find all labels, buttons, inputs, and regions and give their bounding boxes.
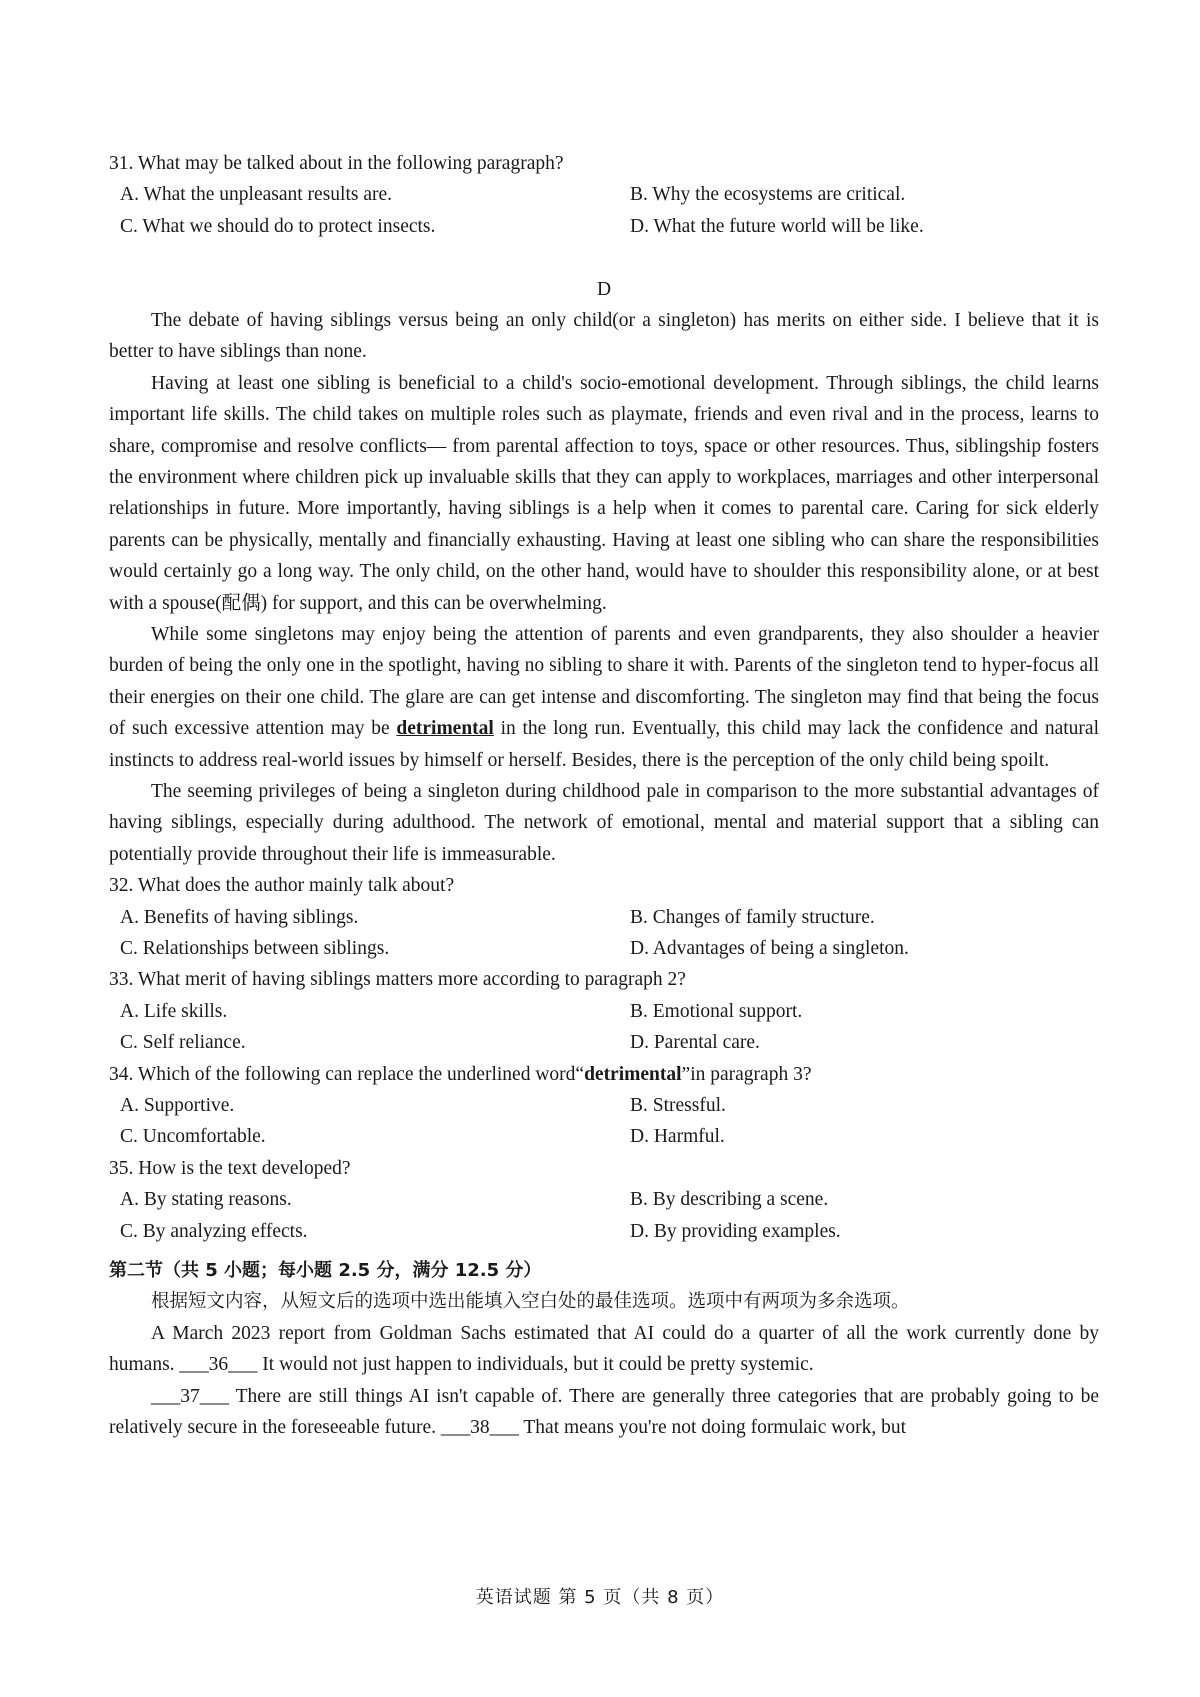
q31-option-a[interactable]: A. What the unpleasant results are. [120,184,393,206]
blank-37[interactable]: ___37___ [151,1385,229,1407]
question-34-options-row-1 [109,1090,1099,1121]
question-32-options-row-1 [109,902,1099,933]
q32-option-b[interactable]: B. Changes of family structure. [630,906,875,928]
s2p2-text-mid: There are still things AI isn't capable of. There are generally three categories that are probably going to be relatively secure in the foreseeable future. [109,1385,1099,1438]
question-33-stem: 33. What merit of having siblings matters more according to paragraph 2? [109,969,686,991]
question-31-options-row-2 [109,211,1099,242]
question-32-options-row-2 [109,933,1099,964]
q34-stem-after: ”in paragraph 3? [681,1063,812,1085]
passage-d-heading: D [596,278,612,300]
s2p1-text-after: It would not just happen to individuals, but it could be pretty systemic. [257,1354,814,1376]
section-2-heading: 第二节（共 5 小题；每小题 2.5 分，满分 12.5 分） [109,1259,542,1281]
passage-d-paragraph-3 [109,619,1099,776]
underlined-word-detrimental: detrimental [396,718,494,740]
q34-stem-word: detrimental [584,1063,682,1085]
q31-option-d[interactable]: D. What the future world will be like. [630,215,924,237]
q34-option-d[interactable]: D. Harmful. [630,1126,725,1148]
page-footer: 英语试题 第 5 页（共 8 页） [475,1587,725,1608]
q33-option-d[interactable]: D. Parental care. [630,1032,760,1054]
spacer [109,242,1099,273]
question-31-stem: 31. What may be talked about in the following paragraph? [109,153,564,174]
q35-option-a[interactable]: A. By stating reasons. [120,1189,292,1211]
q34-option-b[interactable]: B. Stressful. [630,1095,726,1116]
q34-option-a[interactable]: A. Supportive. [120,1095,235,1116]
q31-option-b[interactable]: B. Why the ecosystems are critical. [630,184,906,206]
q35-option-c[interactable]: C. By analyzing effects. [120,1220,308,1242]
question-33-options-row-1 [109,996,1099,1027]
q32-option-c[interactable]: C. Relationships between siblings. [120,938,390,960]
q33-option-c[interactable]: C. Self reliance. [120,1032,246,1054]
blank-38[interactable]: ___38___ [440,1416,519,1438]
q33-option-b[interactable]: B. Emotional support. [630,1000,803,1022]
q34-option-c[interactable]: C. Uncomfortable. [120,1126,266,1148]
blank-36[interactable]: ___36___ [179,1354,258,1376]
question-35-options-row-1 [109,1184,1099,1215]
question-32-stem: 32. What does the author mainly talk about? [109,875,455,897]
q32-option-a[interactable]: A. Benefits of having siblings. [120,906,359,928]
q32-option-d[interactable]: D. Advantages of being a singleton. [630,938,909,960]
section-2-paragraph-1 [109,1318,1099,1381]
section-2-instruction: 根据短文内容，从短文后的选项中选出能填入空白处的最佳选项。选项中有两项为多余选项。 [151,1291,910,1313]
question-34-options-row-2 [109,1121,1099,1152]
s2p2-text-after: That means you're not doing formulaic work, but [518,1416,906,1438]
p3-text-after: in the long run. Eventually, this child may lack the confidence and natural instincts to address real-world issues by himself or herself. Besides, there is the perception of the only child being spoilt. [109,718,1099,771]
passage-d-paragraph-1: The debate of having siblings versus being an only child(or a singleton) has merits on either side. I believe that it is better to have siblings than none. [109,309,1099,363]
question-34-stem [109,1059,1099,1090]
question-31-options-row-1 [109,179,1099,210]
passage-d-paragraph-4: The seeming privileges of being a singleton during childhood pale in comparison to the more substantial advantages of having siblings, especially during adulthood. The network of emotional, mental and material support that a sibling can potentially provide throughout their life is immeasurable. [109,781,1099,865]
question-35-stem: 35. How is the text developed? [109,1157,351,1179]
q35-option-b[interactable]: B. By describing a scene. [630,1189,829,1211]
question-33-options-row-2 [109,1027,1099,1058]
section-2-paragraph-2 [109,1381,1099,1444]
passage-d-paragraph-2: Having at least one sibling is beneficial to a child's socio-emotional development. Through siblings, the child learns important life skills. The child takes on multiple roles such as playmate, friends and even rival and in the process, learns to share, compromise and resolve conflicts— from parental affection to toys, space or other resources. Thus, siblingship fosters the environment where children pick up invaluable skills that they can apply to workplaces, marriages and other interpersonal relationships in future. More importantly, having siblings is a help when it comes to parental care. Caring for sick elderly parents can be physically, mentally and financially exhausting. Having at least one sibling who can share the responsibilities would certainly go a long way. The only child, on the other hand, would have to shoulder this responsibility alone, or at best with a spouse(配偶) for support, and this can be overwhelming. [109,372,1099,614]
q33-option-a[interactable]: A. Life skills. [120,1000,228,1022]
question-35-options-row-2 [109,1216,1099,1247]
q31-option-c[interactable]: C. What we should do to protect insects. [120,215,436,237]
s2p1-text-before: A March 2023 report from Goldman Sachs estimated that AI could do a quarter of all the work currently done by humans. [109,1322,1099,1376]
q35-option-d[interactable]: D. By providing examples. [630,1220,841,1242]
exam-page [109,148,1099,1443]
q34-stem-before: 34. Which of the following can replace the underlined word“ [109,1063,585,1085]
p3-text-before: While some singletons may enjoy being the attention of parents and even grandparents, they also shoulder a heavier burden of being the only one in the spotlight, having no sibling to share it with. Parents of the singleton tend to hyper-focus all their energies on their one child. The glare are can get intense and discomforting. The singleton may find that being the focus of such excessive attention may be [109,624,1099,740]
